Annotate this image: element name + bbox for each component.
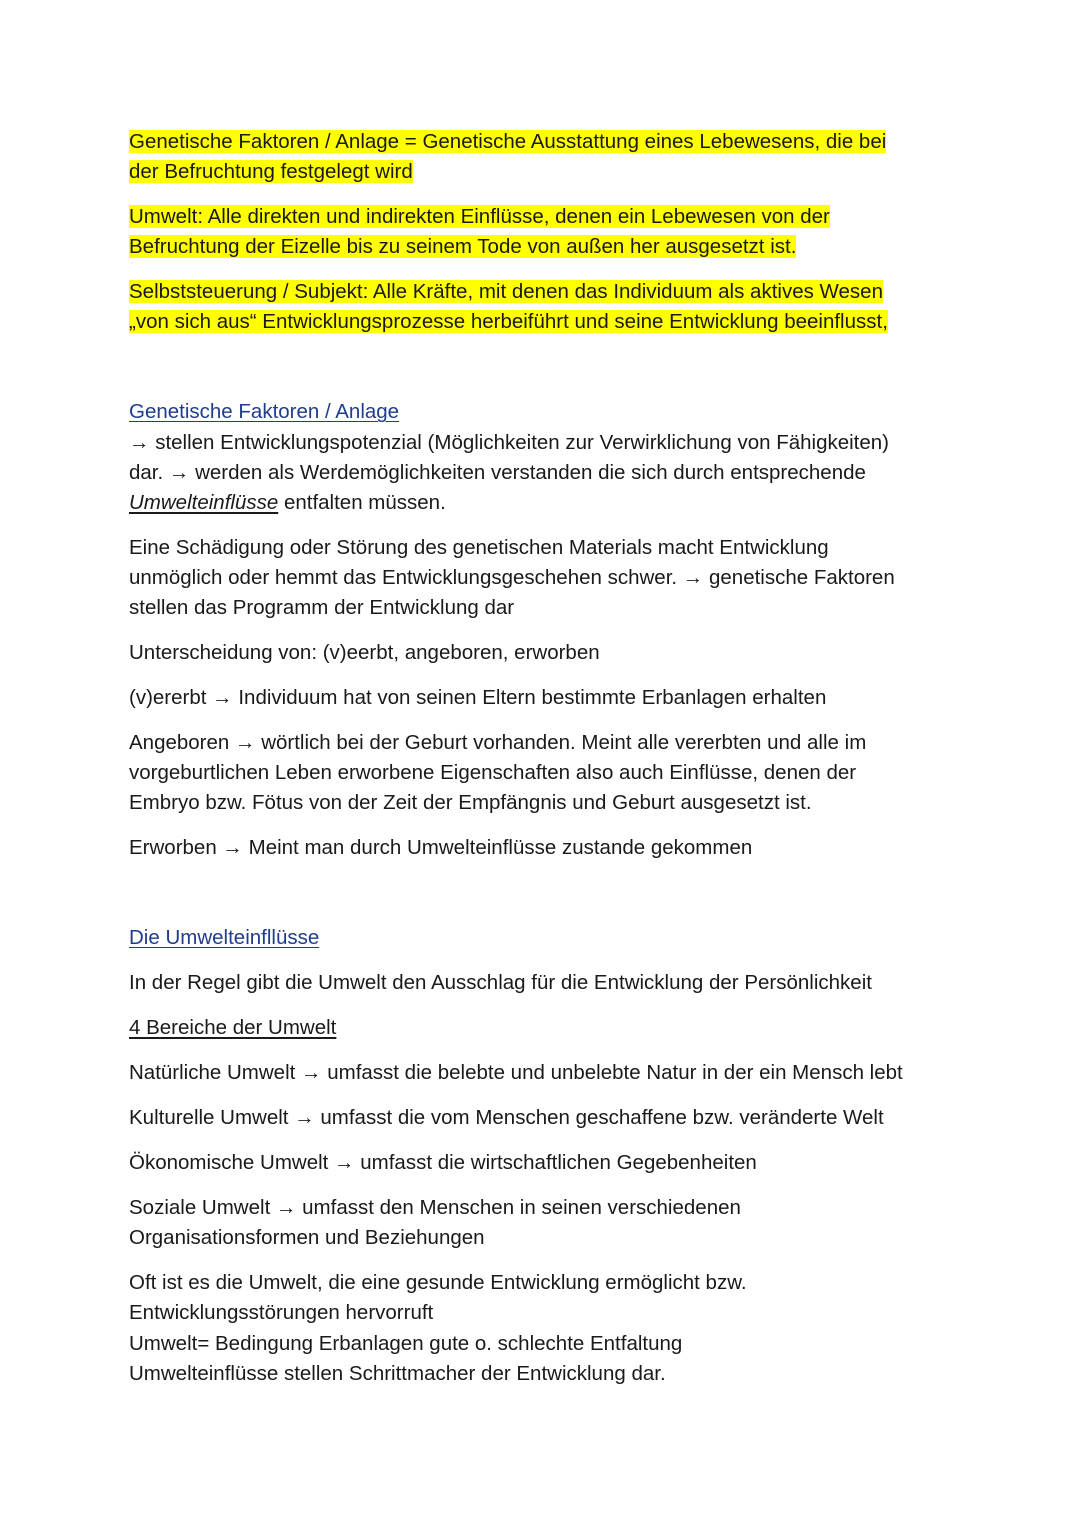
area-cultural: Kulturelle Umwelt → umfasst die vom Menschen geschaffene bzw. veränderte Welt	[129, 1106, 884, 1129]
subheading-environment-areas: 4 Bereiche der Umwelt	[129, 1016, 337, 1039]
area-natural: Natürliche Umwelt → umfasst die belebte und unbelebte Natur in der ein Mensch lebt	[129, 1061, 903, 1084]
definition-self-line-1: Selbststeuerung / Subjekt: Alle Kräfte, mit denen das Individuum als aktives Wesen	[129, 280, 883, 303]
area-economic: Ökonomische Umwelt → umfasst die wirtschaftlichen Gegebenheiten	[129, 1151, 757, 1174]
genetic-p2-line-1: Eine Schädigung oder Störung des genetischen Materials macht Entwicklung	[129, 536, 829, 559]
genetic-p2-line-2: unmöglich oder hemmt das Entwicklungsgeschehen schwer. → genetische Faktoren	[129, 566, 895, 589]
definition-self-line-2: „von sich aus“ Entwicklungsprozesse herbeiführt und seine Entwicklung beeinflusst,	[129, 310, 888, 333]
closing-line-1: Oft ist es die Umwelt, die eine gesunde Entwicklung ermöglicht bzw.	[129, 1271, 747, 1294]
area-social-line-2: Organisationsformen und Beziehungen	[129, 1226, 485, 1249]
definition-genetic-line-2: der Befruchtung festgelegt wird	[129, 160, 413, 183]
closing-line-2: Entwicklungsstörungen hervorruft	[129, 1301, 434, 1324]
heading-genetic-factors[interactable]: Genetische Faktoren / Anlage	[129, 400, 400, 423]
definition-genetic-line-1: Genetische Faktoren / Anlage = Genetische Ausstattung eines Lebewesens, die bei	[129, 130, 887, 153]
closing-line-3: Umwelt= Bedingung Erbanlagen gute o. schlechte Entfaltung	[129, 1332, 683, 1355]
genetic-p5-line-2: vorgeburtlichen Leben erworbene Eigenschaften also auch Einflüsse, denen der	[129, 761, 857, 784]
genetic-p6: Erworben → Meint man durch Umwelteinflüsse zustande gekommen	[129, 836, 753, 859]
term-umwelteinfluesse: Umwelteinflüsse	[129, 491, 279, 514]
heading-environment[interactable]: Die Umwelteinfllüsse	[129, 926, 320, 949]
genetic-p4: (v)ererbt → Individuum hat von seinen Eltern bestimmte Erbanlagen erhalten	[129, 686, 827, 709]
definition-environment-line-2: Befruchtung der Eizelle bis zu seinem Tode von außen her ausgesetzt ist.	[129, 235, 797, 258]
environment-p1: In der Regel gibt die Umwelt den Ausschlag für die Entwicklung der Persönlichkeit	[129, 971, 872, 994]
definition-environment-line-1: Umwelt: Alle direkten und indirekten Einflüsse, denen ein Lebewesen von der	[129, 205, 830, 228]
genetic-p1-line-2: dar. → werden als Werdemöglichkeiten verstanden die sich durch entsprechende	[129, 461, 866, 484]
genetic-p2-line-3: stellen das Programm der Entwicklung dar	[129, 596, 515, 619]
genetic-p5-line-3: Embryo bzw. Fötus von der Zeit der Empfängnis und Geburt ausgesetzt ist.	[129, 791, 812, 814]
genetic-p1-line-3: Umwelteinflüsse entfalten müssen.	[129, 491, 446, 514]
genetic-p5-line-1: Angeboren → wörtlich bei der Geburt vorhanden. Meint alle vererbten und alle im	[129, 731, 867, 754]
genetic-p1-line-1: → stellen Entwicklungspotenzial (Möglichkeiten zur Verwirklichung von Fähigkeiten)	[129, 431, 890, 454]
area-social-line-1: Soziale Umwelt → umfasst den Menschen in seinen verschiedenen	[129, 1196, 741, 1219]
genetic-p3: Unterscheidung von: (v)eerbt, angeboren, erworben	[129, 641, 600, 664]
closing-line-4: Umwelteinflüsse stellen Schrittmacher der Entwicklung dar.	[129, 1362, 666, 1385]
